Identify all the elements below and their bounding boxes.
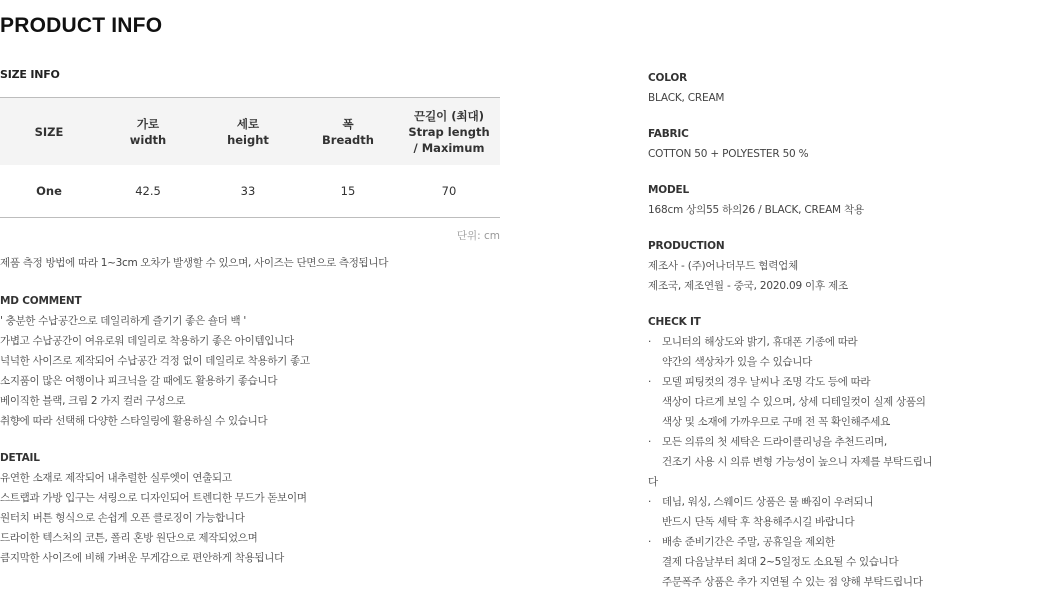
md-comment-line: 소지품이 많은 여행이나 피크닉을 갈 때에도 활용하기 좋습니다 (0, 375, 278, 387)
check-it-line: 주문폭주 상품은 추가 지연될 수 있는 점 양해 부탁드립니다 (662, 576, 923, 588)
unit-label: 단위: cm (456, 230, 500, 242)
detail-title: DETAIL (0, 452, 40, 464)
header-breadth (298, 98, 398, 166)
size-table-header-row (0, 98, 500, 166)
check-it-line: 다 (648, 476, 658, 488)
check-it-section (648, 314, 1008, 592)
check-it-line: 색상 및 소재에 가까우므로 구매 전 꼭 확인해주세요 (662, 416, 890, 428)
production-line: 제조사 - (주)어나더무드 협력업체 (648, 260, 799, 272)
check-it-line: 약간의 색상차가 있을 수 있습니다 (662, 356, 812, 368)
md-comment-body (0, 311, 500, 431)
header-size (0, 98, 98, 166)
model-title: MODEL (648, 184, 689, 196)
check-it-item (648, 372, 1008, 432)
detail-body (0, 468, 500, 568)
check-it-item (648, 432, 1008, 492)
bullet-dot-icon: · (648, 436, 652, 448)
color-section (648, 70, 1008, 108)
size-table (0, 97, 500, 218)
cell-strap-length: 70 (398, 165, 500, 218)
production-title: PRODUCTION (648, 240, 725, 252)
header-breadth-en: Breadth (322, 132, 374, 147)
check-it-line: 결제 다음날부터 최대 2~5일정도 소요될 수 있습니다 (662, 556, 899, 568)
check-it-item (648, 332, 1008, 372)
page-title: PRODUCT INFO (0, 14, 163, 37)
production-section (648, 238, 1008, 296)
bullet-dot-icon: · (648, 536, 652, 548)
md-comment-line: 베이직한 블랙, 크림 2 가지 컬러 구성으로 (0, 395, 186, 407)
header-strap-length-en: Strap length / Maximum (408, 124, 490, 155)
header-strap-length (398, 98, 500, 166)
check-it-item (648, 492, 1008, 532)
detail-line: 스트랩과 가방 입구는 셔링으로 디자인되어 트렌디한 무드가 돋보이며 (0, 492, 307, 504)
header-width-en: width (129, 132, 167, 147)
bullet-dot-icon: · (648, 376, 652, 388)
color-title: COLOR (648, 72, 687, 84)
check-it-line: 배송 준비기간은 주말, 공휴일을 제외한 (662, 536, 835, 548)
check-it-line: 모든 의류의 첫 세탁은 드라이클리닝을 추천드리며, (662, 436, 887, 448)
detail-line: 유연한 소재로 제작되어 내추럴한 실루엣이 연출되고 (0, 472, 232, 484)
production-line: 제조국, 제조연월 - 중국, 2020.09 이후 제조 (648, 280, 848, 292)
md-comment-title: MD COMMENT (0, 295, 82, 307)
header-height-ko: 세로 (236, 116, 260, 131)
measurement-note: 제품 측정 방법에 따라 1~3cm 오차가 발생할 수 있으며, 사이즈는 단면으로 측정됩니다 (0, 257, 389, 269)
model-value: 168cm 상의55 하의26 / BLACK, CREAM 착용 (648, 204, 864, 216)
color-value: BLACK, CREAM (648, 92, 725, 104)
fabric-value: COTTON 50 + POLYESTER 50 % (648, 148, 809, 160)
check-it-line: 데님, 워싱, 스웨이드 상품은 물 빠짐이 우려되니 (662, 496, 874, 508)
header-width-ko: 가로 (136, 116, 160, 131)
check-it-list (648, 332, 1008, 592)
md-comment-line: 넉넉한 사이즈로 제작되어 수납공간 걱정 없이 데일리로 착용하기 좋고 (0, 355, 310, 367)
detail-line: 큼지막한 사이즈에 비해 가벼운 무게감으로 편안하게 착용됩니다 (0, 552, 284, 564)
check-it-line: 반드시 단독 세탁 후 착용해주시길 바랍니다 (662, 516, 855, 528)
md-comment-line: 가볍고 수납공간이 여유로워 데일리로 착용하기 좋은 아이템입니다 (0, 335, 294, 347)
check-it-line: 색상이 다르게 보일 수 있으며, 상세 디테일컷이 실제 상품의 (662, 396, 926, 408)
header-height-en: height (227, 132, 269, 147)
header-breadth-ko: 폭 (342, 116, 354, 131)
bullet-dot-icon: · (648, 496, 652, 508)
model-section (648, 182, 1008, 220)
detail-line: 드라이한 텍스처의 코튼, 폴리 혼방 원단으로 제작되었으며 (0, 532, 258, 544)
header-width (98, 98, 198, 166)
md-comment-line: ' 충분한 수납공간으로 데일리하게 즐기기 좋은 숄더 백 ' (0, 315, 247, 327)
check-it-item (648, 532, 1008, 592)
right-column (648, 70, 1008, 610)
cell-size: One (0, 165, 98, 218)
md-comment-line: 취향에 따라 선택해 다양한 스타일링에 활용하실 수 있습니다 (0, 415, 268, 427)
header-size-ko: SIZE (34, 124, 64, 139)
fabric-title: FABRIC (648, 128, 689, 140)
left-column (0, 68, 500, 568)
table-row (0, 165, 500, 218)
check-it-line: 건조기 사용 시 의류 변형 가능성이 높으니 자제를 부탁드립니 (662, 456, 933, 468)
detail-line: 원터치 버튼 형식으로 손쉽게 오픈 클로징이 가능합니다 (0, 512, 245, 524)
header-height (198, 98, 298, 166)
size-info-heading: SIZE INFO (0, 68, 60, 81)
fabric-section (648, 126, 1008, 164)
header-strap-length-ko: 끈길이 (최대) (413, 108, 485, 123)
cell-height: 33 (198, 165, 298, 218)
check-it-line: 모델 피팅컷의 경우 날씨나 조명 각도 등에 따라 (662, 376, 871, 388)
cell-breadth: 15 (298, 165, 398, 218)
cell-width: 42.5 (98, 165, 198, 218)
bullet-dot-icon: · (648, 336, 652, 348)
check-it-title: CHECK IT (648, 316, 701, 328)
check-it-line: 모니터의 해상도와 밝기, 휴대폰 기종에 따라 (662, 336, 858, 348)
